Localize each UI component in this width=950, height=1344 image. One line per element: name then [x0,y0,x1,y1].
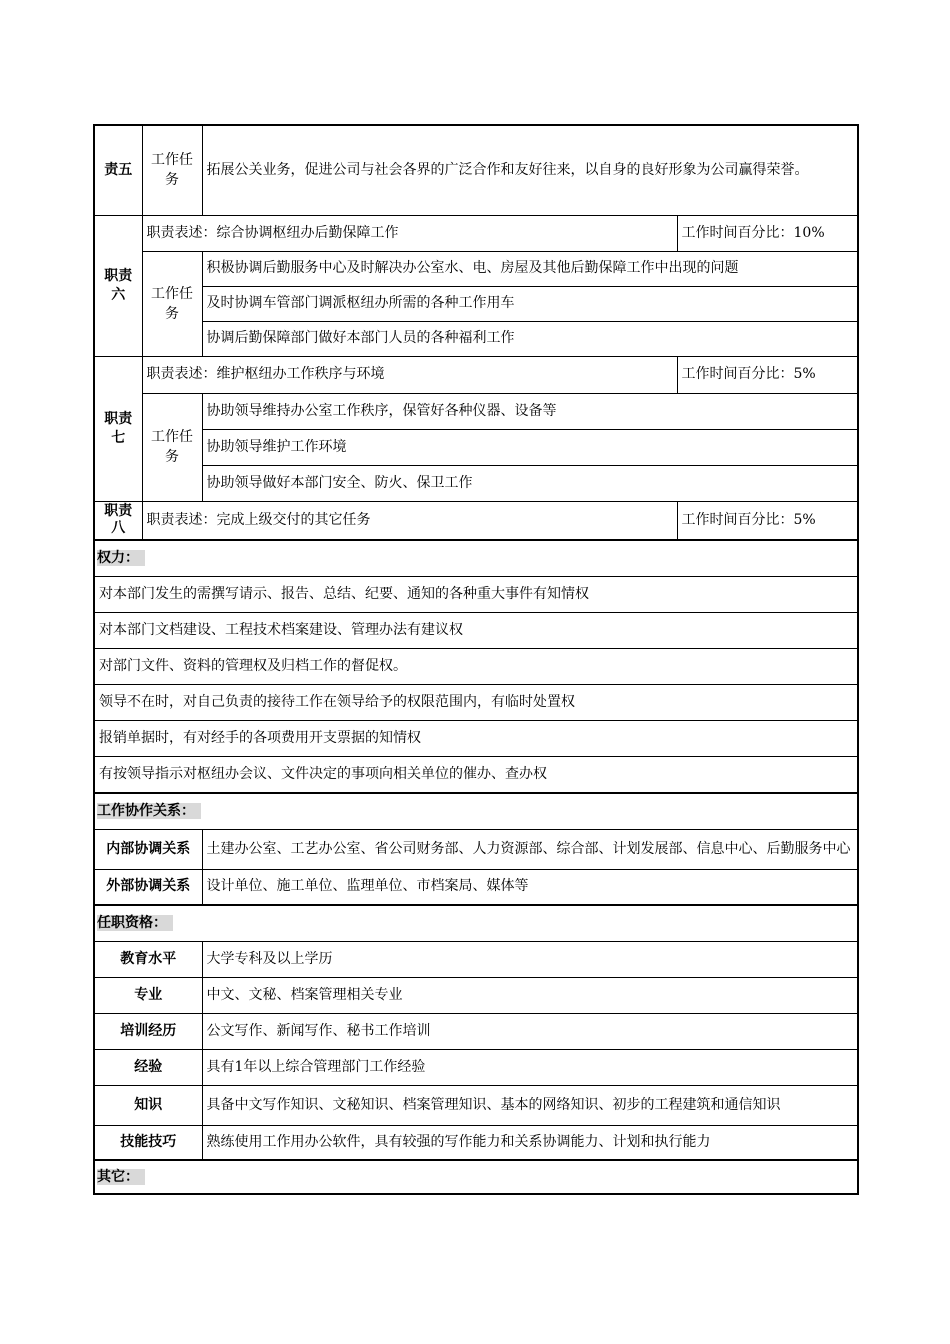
duty6-task-2: 及时协调车管部门调派枢纽办所需的各种工作用车 [202,286,858,321]
education-value: 大学专科及以上学历 [202,941,858,977]
power-row [94,576,858,612]
power-section-title: 权力： [94,540,858,576]
duty6-task-1: 积极协调后勤服务中心及时解决办公室水、电、房屋及其他后勤保障工作中出现的问题 [202,251,858,286]
qualifications-header-row [94,905,858,941]
power-row [94,684,858,720]
duty5-row [94,125,858,215]
duty6-percent: 工作时间百分比：10% [677,215,858,251]
internal-relations-value: 土建办公室、工艺办公室、省公司财务部、人力资源部、综合部、计划发展部、信息中心、后勤服务中心 [202,829,858,869]
duty6-statement-row [94,215,858,251]
duty5-task-1: 拓展公关业务，促进公司与社会各界的广泛合作和友好往来，以自身的良好形象为公司赢得荣誉。 [202,125,858,215]
duty7-task-label: 工作任务 [142,393,202,501]
power-item-5: 报销单据时，有对经手的各项费用开支票据的知情权 [94,720,858,756]
relations-section-title: 工作协作关系： [94,793,858,829]
qualification-row [94,1125,858,1160]
duty7-percent: 工作时间百分比：5% [677,356,858,393]
qualification-row [94,941,858,977]
qualification-row [94,1049,858,1085]
duty6-task-row [94,321,858,356]
duty7-statement: 职责表述：维护枢纽办工作秩序与环境 [142,356,677,393]
training-value: 公文写作、新闻写作、秘书工作培训 [202,1013,858,1049]
duty7-task-row [94,393,858,429]
relations-header-row [94,793,858,829]
duty7-statement-row [94,356,858,393]
duty6-task-3: 协调后勤保障部门做好本部门人员的各种福利工作 [202,321,858,356]
qualification-row [94,1085,858,1125]
duty7-task-row [94,465,858,501]
duty7-task-2: 协助领导维护工作环境 [202,429,858,465]
duty6-task-label: 工作任务 [142,251,202,356]
external-relations-value: 设计单位、施工单位、监理单位、市档案局、媒体等 [202,869,858,905]
duty6-task-row [94,286,858,321]
duty6-task-row [94,251,858,286]
qualifications-section-title: 任职资格： [94,905,858,941]
duty7-task-row [94,429,858,465]
skills-value: 熟练使用工作用办公软件，具有较强的写作能力和关系协调能力、计划和执行能力 [202,1125,858,1160]
duty6-label: 职责六 [94,215,142,356]
training-label: 培训经历 [94,1013,202,1049]
power-item-1: 对本部门发生的需撰写请示、报告、总结、纪要、通知的各种重大事件有知情权 [94,576,858,612]
external-relations-label: 外部协调关系 [94,869,202,905]
other-section-title: 其它： [94,1160,858,1194]
internal-relations-row [94,829,858,869]
duty8-percent: 工作时间百分比：5% [677,501,858,540]
education-label: 教育水平 [94,941,202,977]
power-row [94,648,858,684]
external-relations-row [94,869,858,905]
qualification-row [94,977,858,1013]
power-row [94,720,858,756]
power-item-2: 对本部门文档建设、工程技术档案建设、管理办法有建议权 [94,612,858,648]
duty8-row [94,501,858,540]
knowledge-label: 知识 [94,1085,202,1125]
duty7-label: 职责七 [94,356,142,501]
duty8-label: 职责八 [94,501,142,540]
skills-label: 技能技巧 [94,1125,202,1160]
power-row [94,612,858,648]
power-item-3: 对部门文件、资料的管理权及归档工作的督促权。 [94,648,858,684]
duty5-label: 责五 [94,125,142,215]
duty5-task-label: 工作任务 [142,125,202,215]
duty8-statement: 职责表述：完成上级交付的其它任务 [142,501,677,540]
major-label: 专业 [94,977,202,1013]
knowledge-value: 具备中文写作知识、文秘知识、档案管理知识、基本的网络知识、初步的工程建筑和通信知识 [202,1085,858,1125]
job-description-table [93,124,859,1195]
internal-relations-label: 内部协调关系 [94,829,202,869]
duty7-task-1: 协助领导维持办公室工作秩序，保管好各种仪器、设备等 [202,393,858,429]
duty6-statement: 职责表述：综合协调枢纽办后勤保障工作 [142,215,677,251]
experience-value: 具有1年以上综合管理部门工作经验 [202,1049,858,1085]
major-value: 中文、文秘、档案管理相关专业 [202,977,858,1013]
power-header-row [94,540,858,576]
qualification-row [94,1013,858,1049]
experience-label: 经验 [94,1049,202,1085]
duty7-task-3: 协助领导做好本部门安全、防火、保卫工作 [202,465,858,501]
other-header-row [94,1160,858,1194]
job-description-page [93,124,857,1195]
power-item-4: 领导不在时，对自己负责的接待工作在领导给予的权限范围内，有临时处置权 [94,684,858,720]
power-row [94,756,858,793]
power-item-6: 有按领导指示对枢纽办会议、文件决定的事项向相关单位的催办、查办权 [94,756,858,793]
